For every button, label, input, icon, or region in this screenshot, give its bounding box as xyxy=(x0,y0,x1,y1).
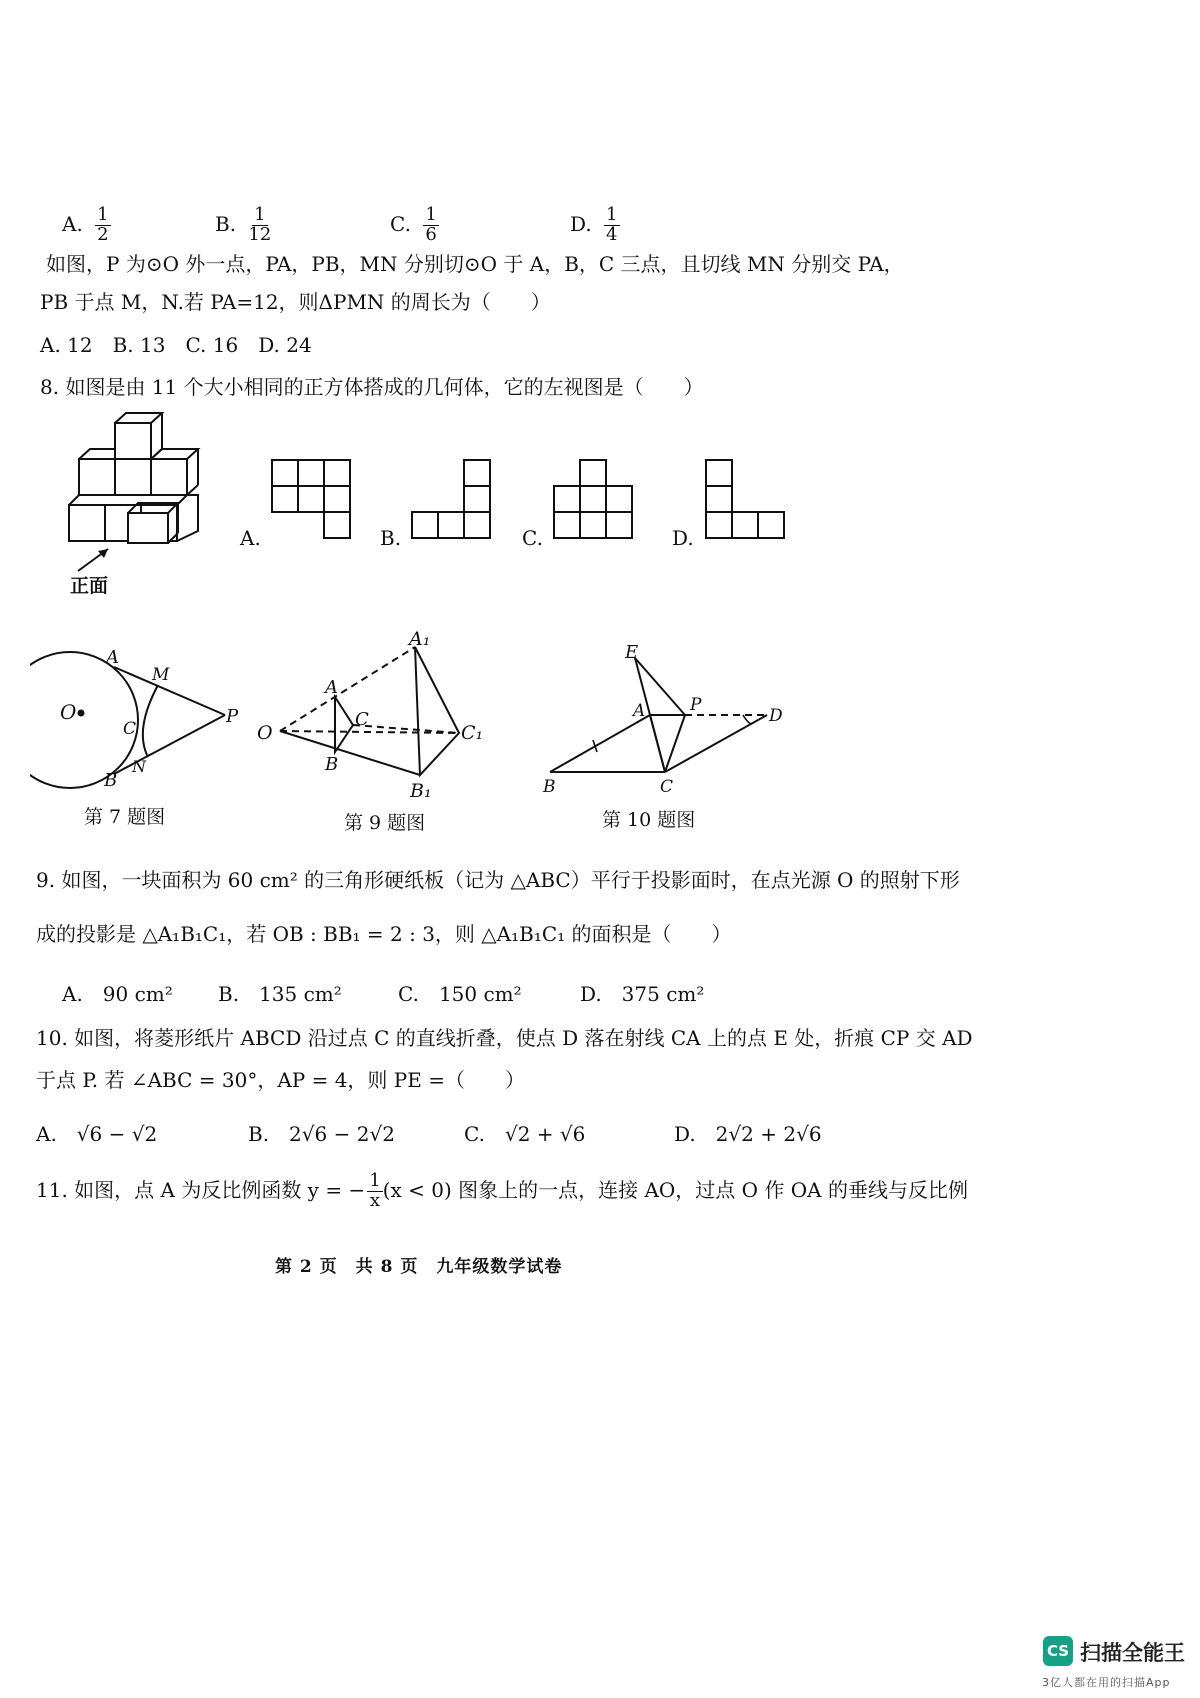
scanner-app-name: 扫描全能王 xyxy=(1080,1641,1185,1665)
fraction xyxy=(604,206,619,245)
q10-stem-line2: 于点 P. 若 ∠ABC = 30°，AP = 4，则 PE =（ ） xyxy=(36,1068,525,1092)
q9-option-b: B. 135 cm² xyxy=(218,982,342,1006)
denominator: 4 xyxy=(606,223,618,245)
view-option-a-label: A. xyxy=(240,526,261,550)
figure-10-rhombus-fold xyxy=(535,640,795,800)
label-d: D xyxy=(769,706,783,726)
option-label: D. xyxy=(570,211,592,236)
option-label: A. xyxy=(62,211,83,236)
q9-stem-line1: 9. 如图，一块面积为 60 cm² 的三角形硬纸板（记为 △ABC）平行于投影面时，在点光源 O 的照射下形 xyxy=(36,868,960,892)
label-p: P xyxy=(690,695,702,715)
scanner-logo-icon: CS xyxy=(1043,1636,1073,1666)
label-a: A xyxy=(325,677,338,698)
q8-stem: 8. 如图是由 11 个大小相同的正方体搭成的几何体，它的左视图是（ ） xyxy=(40,375,704,399)
numerator: 1 xyxy=(97,204,109,225)
view-option-a-figure xyxy=(270,458,354,540)
label-c1: C₁ xyxy=(461,722,484,744)
label-o: O xyxy=(257,722,273,744)
view-option-b-figure xyxy=(410,458,494,540)
figure-7-circle-tangents xyxy=(30,640,250,800)
label-c: C xyxy=(123,719,137,739)
label-m: M xyxy=(152,665,170,685)
q10-option-d: D. 2√2 + 2√6 xyxy=(674,1122,822,1146)
view-option-d-label: D. xyxy=(672,526,694,550)
q7-options: A. 12 B. 13 C. 16 D. 24 xyxy=(40,333,312,357)
q10-option-c: C. √2 + √6 xyxy=(464,1122,586,1146)
scanner-tagline: 3亿人都在用的扫描App xyxy=(1042,1676,1171,1689)
fraction xyxy=(423,206,438,245)
label-c: C xyxy=(355,709,369,730)
option-label: C. xyxy=(390,211,411,236)
q10-option-b: B. 2√6 − 2√2 xyxy=(248,1122,395,1146)
q11-fraction xyxy=(367,1172,382,1211)
q6-option-d xyxy=(570,206,620,245)
page-footer: 第 2 页 共 8 页 九年级数学试卷 xyxy=(275,1257,563,1277)
denominator: 2 xyxy=(97,223,109,245)
q7-stem-line2: PB 于点 M，N.若 PA=12，则ΔPMN 的周长为（ ） xyxy=(40,290,551,314)
q11-suffix: (x < 0) 图象上的一点，连接 AO，过点 O 作 OA 的垂线与反比例 xyxy=(382,1177,968,1202)
denominator: 6 xyxy=(425,223,437,245)
q6-option-b xyxy=(215,206,271,245)
figure-7-caption: 第 7 题图 xyxy=(84,806,166,828)
q9-option-d: D. 375 cm² xyxy=(580,982,705,1006)
figure-9-projection xyxy=(255,625,495,805)
fraction xyxy=(95,206,110,245)
q6-option-c xyxy=(390,206,439,245)
q11-stem xyxy=(36,1172,968,1211)
label-n: N xyxy=(132,757,146,776)
q10-option-a: A. √6 − √2 xyxy=(36,1122,158,1146)
numerator: 1 xyxy=(254,204,266,225)
label-a1: A₁ xyxy=(409,628,431,650)
label-a: A xyxy=(106,647,119,668)
front-arrow-icon xyxy=(70,545,120,575)
label-b: B xyxy=(543,777,556,797)
front-label: 正面 xyxy=(70,575,109,597)
view-option-c-label: C. xyxy=(522,526,543,550)
q10-stem-line1: 10. 如图，将菱形纸片 ABCD 沿过点 C 的直线折叠，使点 D 落在射线 CA 上的点 E 处，折痕 CP 交 AD xyxy=(36,1026,973,1050)
denominator: 12 xyxy=(248,223,272,245)
q9-option-c: C. 150 cm² xyxy=(398,982,522,1006)
label-e: E xyxy=(625,642,639,663)
view-option-b-label: B. xyxy=(380,526,402,550)
q9-stem-line2: 成的投影是 △A₁B₁C₁，若 OB : BB₁ = 2 : 3，则 △A₁B₁C₁ 的面积是（ ） xyxy=(36,922,732,946)
view-option-d-figure xyxy=(704,458,788,540)
numerator: 1 xyxy=(606,204,618,225)
fraction xyxy=(248,206,271,245)
label-b: B xyxy=(104,770,118,791)
label-b1: B₁ xyxy=(410,780,432,802)
label-o: O xyxy=(60,700,77,724)
numerator: 1 xyxy=(425,204,437,225)
q6-option-a xyxy=(62,206,111,245)
q9-option-a: A. 90 cm² xyxy=(62,982,173,1006)
label-p: P xyxy=(226,706,239,727)
cube-solid-figure xyxy=(40,405,230,545)
view-option-c-figure xyxy=(552,458,636,540)
q11-prefix: 11. 如图，点 A 为反比例函数 y = − xyxy=(36,1177,366,1202)
label-b: B xyxy=(325,754,339,775)
option-label: B. xyxy=(215,211,237,236)
q7-stem-line1: 如图，P 为⊙O 外一点，PA，PB，MN 分别切⊙O 于 A，B，C 三点，且切线 MN 分别交 PA， xyxy=(46,252,904,276)
figure-10-caption: 第 10 题图 xyxy=(602,809,696,831)
denominator: x xyxy=(369,1189,381,1211)
figure-9-caption: 第 9 题图 xyxy=(344,812,426,834)
numerator: 1 xyxy=(369,1170,381,1191)
label-a: A xyxy=(633,701,646,721)
label-c: C xyxy=(660,777,674,797)
